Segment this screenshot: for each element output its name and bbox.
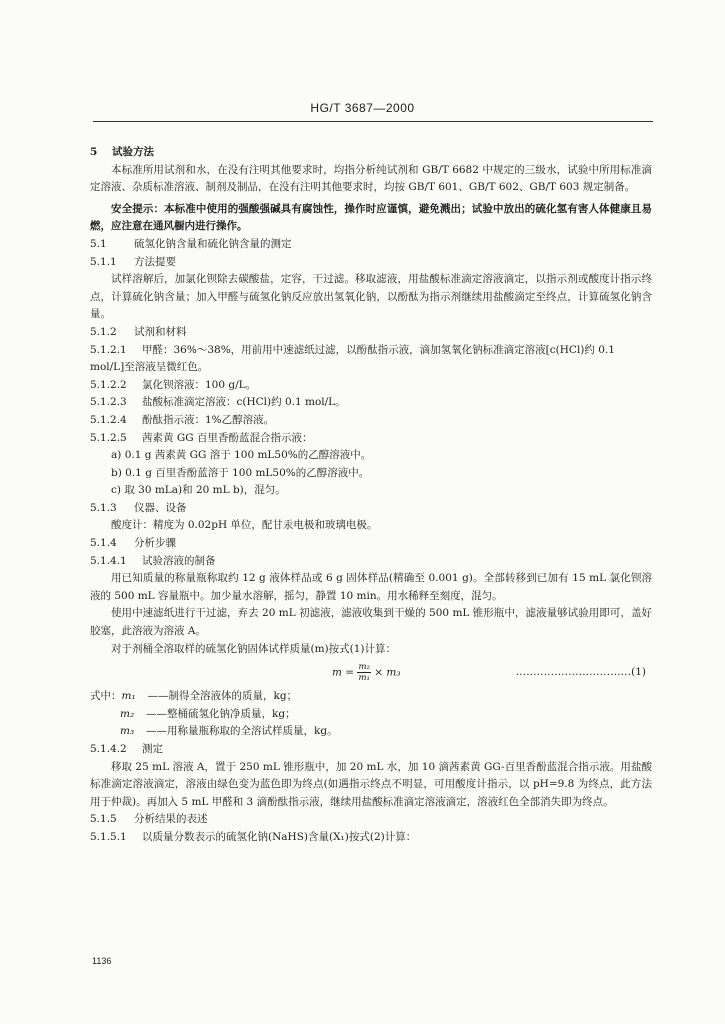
variable-definition: m₃ ——用称量瓶称取的全溶试样质量，kg。	[120, 725, 338, 738]
reagent-item: 5.1.2.1 甲醛：36%～38%，用前用中速滤纸过滤，以酚酞指示液，滴加氢氧化钠标准滴定溶液[c(HCl)约 0.1 mol/L]至溶液呈微红色。	[90, 343, 615, 374]
subsection-heading: 5.1.2 试剂和材料	[90, 325, 187, 338]
header-rule	[93, 121, 653, 122]
formula-1	[90, 660, 652, 686]
safety-note: 安全提示：本标准中使用的强酸强碱具有腐蚀性，操作时应谨慎，避免溅出；试验中放出的硫化氢有害人体健康且易燃，应注意在通风橱内进行操作。	[90, 202, 652, 233]
prep-paragraph: 对于剂桶全溶取样的硫氢化钠固体试样质量(m)按式(1)计算：	[111, 642, 397, 655]
formula-expression: m = $\frac{\text{m₂}}{\text{m₁}}$ × m₃	[332, 662, 401, 684]
prep-paragraph: 用已知质量的称量瓶称取约 12 g 液体样品或 6 g 固体样品(精确至 0.001 g)。全部转移到已加有 15 mL 氯化钡溶液的 500 mL 容量瓶中。加少量水溶解，摇匀，静置 10 min。用水稀释至刻度，混匀。	[90, 572, 652, 602]
formula-number: ……………………………(1)	[515, 666, 646, 679]
list-item: a) 0.1 g 茜素黄 GG 溶于 100 mL50%的乙醇溶液中。	[111, 449, 372, 462]
principle-paragraph: 试样溶解后，加氯化钡除去碳酸盐，定容，干过滤。移取滤液，用盐酸标准滴定溶液滴定，以指示剂或酸度计指示终点，计算硫化钠含量；加入甲醛与硫氢化钠反应放出氢氧化钠，以酚酞为指示剂继续用盐酸滴定至终点，计算硫氢化钠含量。	[90, 273, 652, 321]
subsection-heading: 5.1.4.2 测定	[90, 743, 163, 755]
section-number: 5	[90, 146, 98, 158]
section-title: 试验方法	[112, 146, 154, 158]
reagent-item: 5.1.2.3 盐酸标准滴定溶液：c(HCl)约 0.1 mol/L。	[90, 396, 346, 409]
document-body	[90, 144, 652, 847]
reagent-item: 5.1.2.2 氯化钡溶液：100 g/L。	[90, 378, 257, 391]
reagent-item: 5.1.2.5 茜素黄 GG 百里香酚蓝混合指示液：	[90, 431, 313, 444]
subsection-heading: 5.1.5 分析结果的表述	[90, 813, 208, 826]
list-item: c) 取 30 mLa)和 20 mL b)，混匀。	[111, 484, 286, 497]
determination-paragraph: 移取 25 mL 溶液 A，置于 250 mL 锥形瓶中，加 20 mL 水，加 10 滴茜素黄 GG-百里香酚蓝混合指示液。用盐酸标准滴定溶液滴定，溶液由绿色变为蓝色即为终点(如遇指示终点不明显，可用酸度计指示，以 pH=9.8 为终点，此方法用于仲裁)。再加入 5 mL 甲醛和 3 滴酚酞指示液，继续用盐酸标准滴定溶液滴定，溶液红色全部消失即为终点。	[90, 760, 652, 808]
list-item: b) 0.1 g 百里香酚蓝溶于 100 mL50%的乙醇溶液中。	[111, 466, 370, 479]
subsection-heading: 5.1.3 仪器、设备	[90, 501, 187, 514]
formula-fraction: $\frac{\text{m₂}}{\text{m₁}}$	[358, 662, 370, 684]
variable-definition: 式中：m₁ ——制得全溶液体的质量，kg；	[90, 690, 298, 703]
subsection-heading: 5.1.4 分析步骤	[90, 537, 176, 550]
intro-paragraph: 本标准所用试剂和水，在没有注明其他要求时，均指分析纯试剂和 GB/T 6682 中规定的三级水，试验中所用标准滴定溶液、杂质标准溶液、制剂及制品，在没有注明其他要求时，均按 GB/T 601、GB/T 602、GB/T 603 规定制备。	[90, 163, 652, 194]
variable-definition: m₂ ——整桶硫氢化钠净质量，kg；	[120, 707, 296, 720]
prep-paragraph: 使用中速滤纸进行干过滤，弃去 20 mL 初滤液，滤液收集到干燥的 500 mL 锥形瓶中，滤液量够试验用即可，盖好胶塞，此溶液为溶液 A。	[90, 607, 652, 638]
subsection-heading: 5.1.4.1 试验溶液的制备	[90, 554, 216, 567]
result-item: 5.1.5.1 以质量分数表示的硫氢化钠(NaHS)含量(X₁)按式(2)计算：	[90, 830, 417, 843]
section-heading	[90, 144, 652, 162]
reagent-item: 5.1.2.4 酚酞指示液：1%乙醇溶液。	[90, 413, 275, 426]
apparatus-paragraph: 酸度计：精度为 0.02pH 单位，配甘汞电极和玻璃电极。	[111, 519, 378, 532]
subsection-heading: 5.1 硫氢化钠含量和硫化钠含量的测定	[90, 237, 292, 250]
page-header: HG/T 3687—2000	[310, 101, 415, 115]
page-number: 1136	[92, 956, 112, 966]
subsection-heading: 5.1.1 方法提要	[90, 255, 176, 268]
